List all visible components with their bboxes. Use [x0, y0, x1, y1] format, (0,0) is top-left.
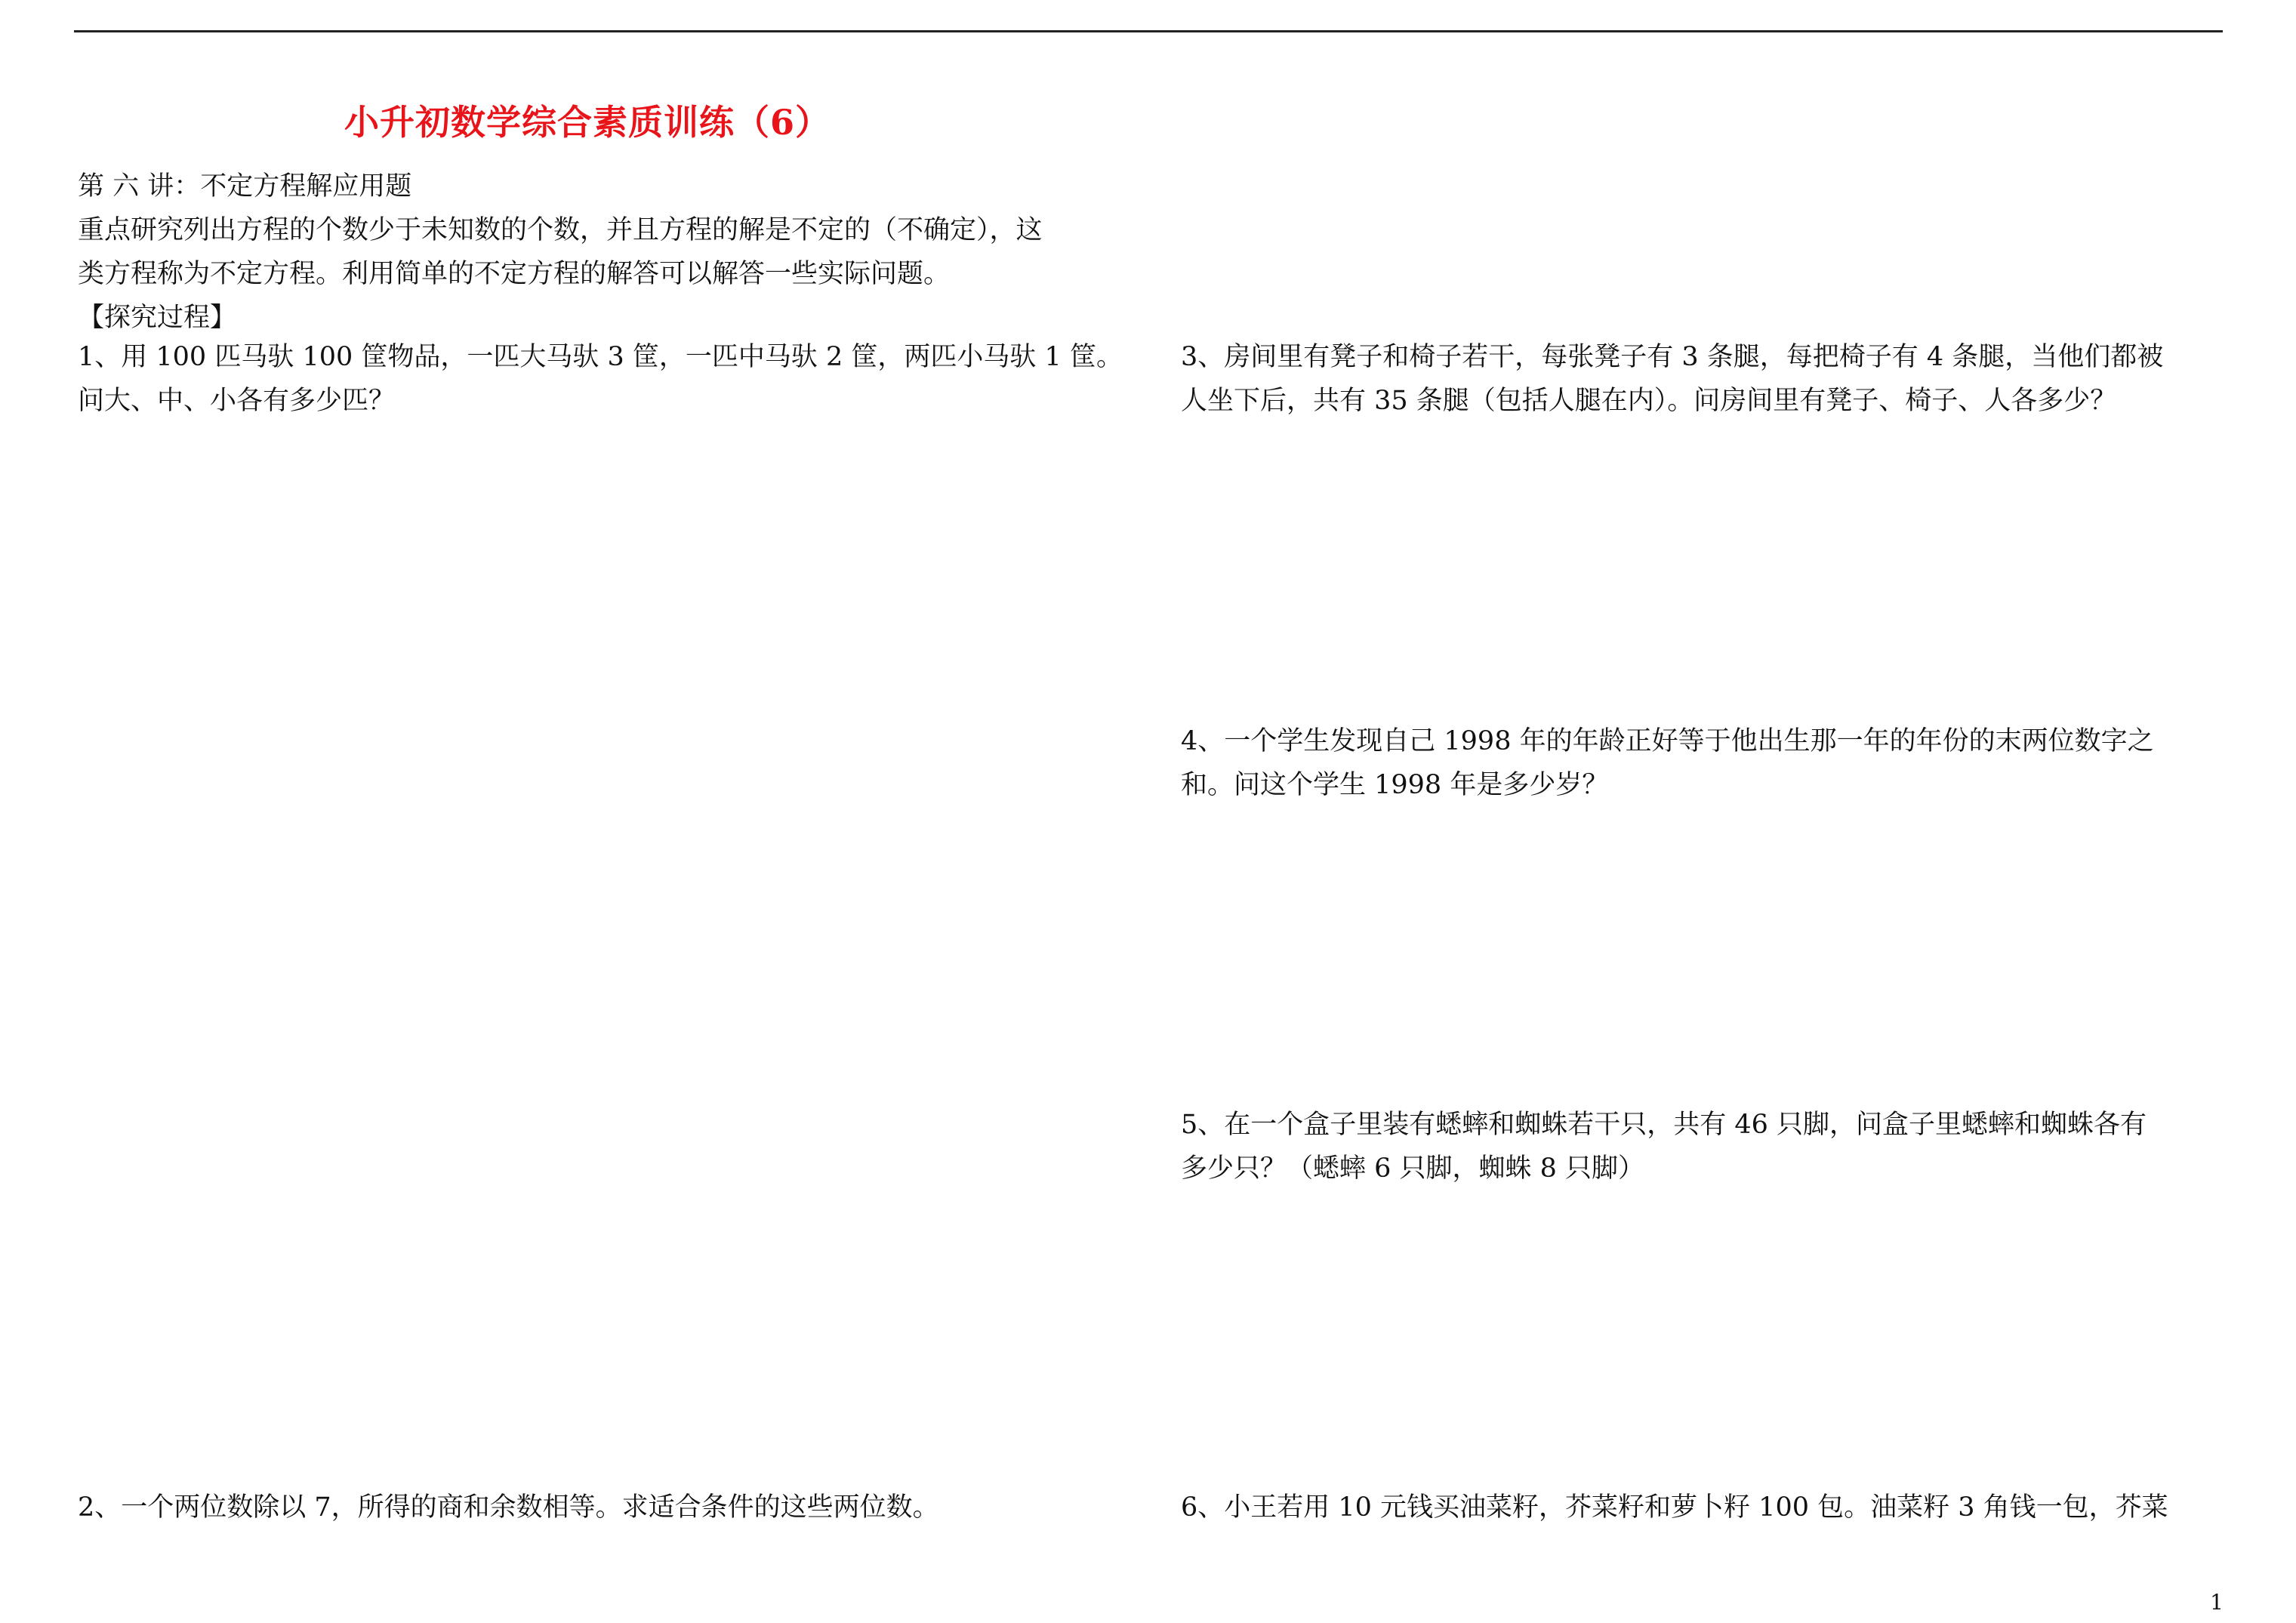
section-heading: 【探究过程】 [78, 303, 237, 333]
intro-line-1: 重点研究列出方程的个数少于未知数的个数，并且方程的解是不定的（不确定），这 [78, 215, 1043, 245]
top-rule [74, 30, 2223, 32]
problem-3-line-2: 人坐下后，共有 35 条腿（包括人腿在内）。问房间里有凳子、椅子、人各多少？ [1181, 386, 2117, 416]
problem-5-line-1: 5、在一个盒子里装有蟋蟀和蜘蛛若干只，共有 46 只脚，问盒子里蟋蟀和蜘蛛各有 [1181, 1110, 2147, 1140]
problem-6 [1181, 1486, 2168, 1529]
problem-6-line-1: 6、小王若用 10 元钱买油菜籽，芥菜籽和萝卜籽 100 包。油菜籽 3 角钱一包，芥菜 [1181, 1492, 2168, 1523]
intro-line-2: 类方程称为不定方程。利用简单的不定方程的解答可以解答一些实际问题。 [78, 259, 951, 289]
problem-3-line-1: 3、房间里有凳子和椅子若干，每张凳子有 3 条腿，每把椅子有 4 条腿，当他们都被 [1181, 342, 2164, 372]
document-title: 小升初数学综合素质训练（6） [344, 102, 831, 143]
problem-5-line-2: 多少只？（蟋蟀 6 只脚，蜘蛛 8 只脚） [1181, 1153, 1645, 1184]
problem-2-line-1: 2、一个两位数除以 7，所得的商和余数相等。求适合条件的这些两位数。 [78, 1492, 939, 1523]
page-number: 1 [2210, 1590, 2224, 1615]
problem-1-line-2: 问大、中、小各有多少匹？ [78, 386, 396, 416]
lecture-heading: 第 六 讲：不定方程解应用题 [78, 171, 412, 202]
problem-2 [78, 1486, 939, 1529]
problem-5 [1181, 1103, 2147, 1190]
problem-3 [1181, 335, 2163, 423]
problem-4 [1181, 719, 2154, 807]
problem-1 [78, 335, 1123, 423]
problem-4-line-2: 和。问这个学生 1998 年是多少岁？ [1181, 770, 1609, 800]
problem-1-line-1: 1、用 100 匹马驮 100 筐物品，一匹大马驮 3 筐，一匹中马驮 2 筐，两匹小马驮 1 筐。 [78, 342, 1123, 372]
problem-4-line-1: 4、一个学生发现自己 1998 年的年龄正好等于他出生那一年的年份的末两位数字之 [1181, 726, 2154, 756]
